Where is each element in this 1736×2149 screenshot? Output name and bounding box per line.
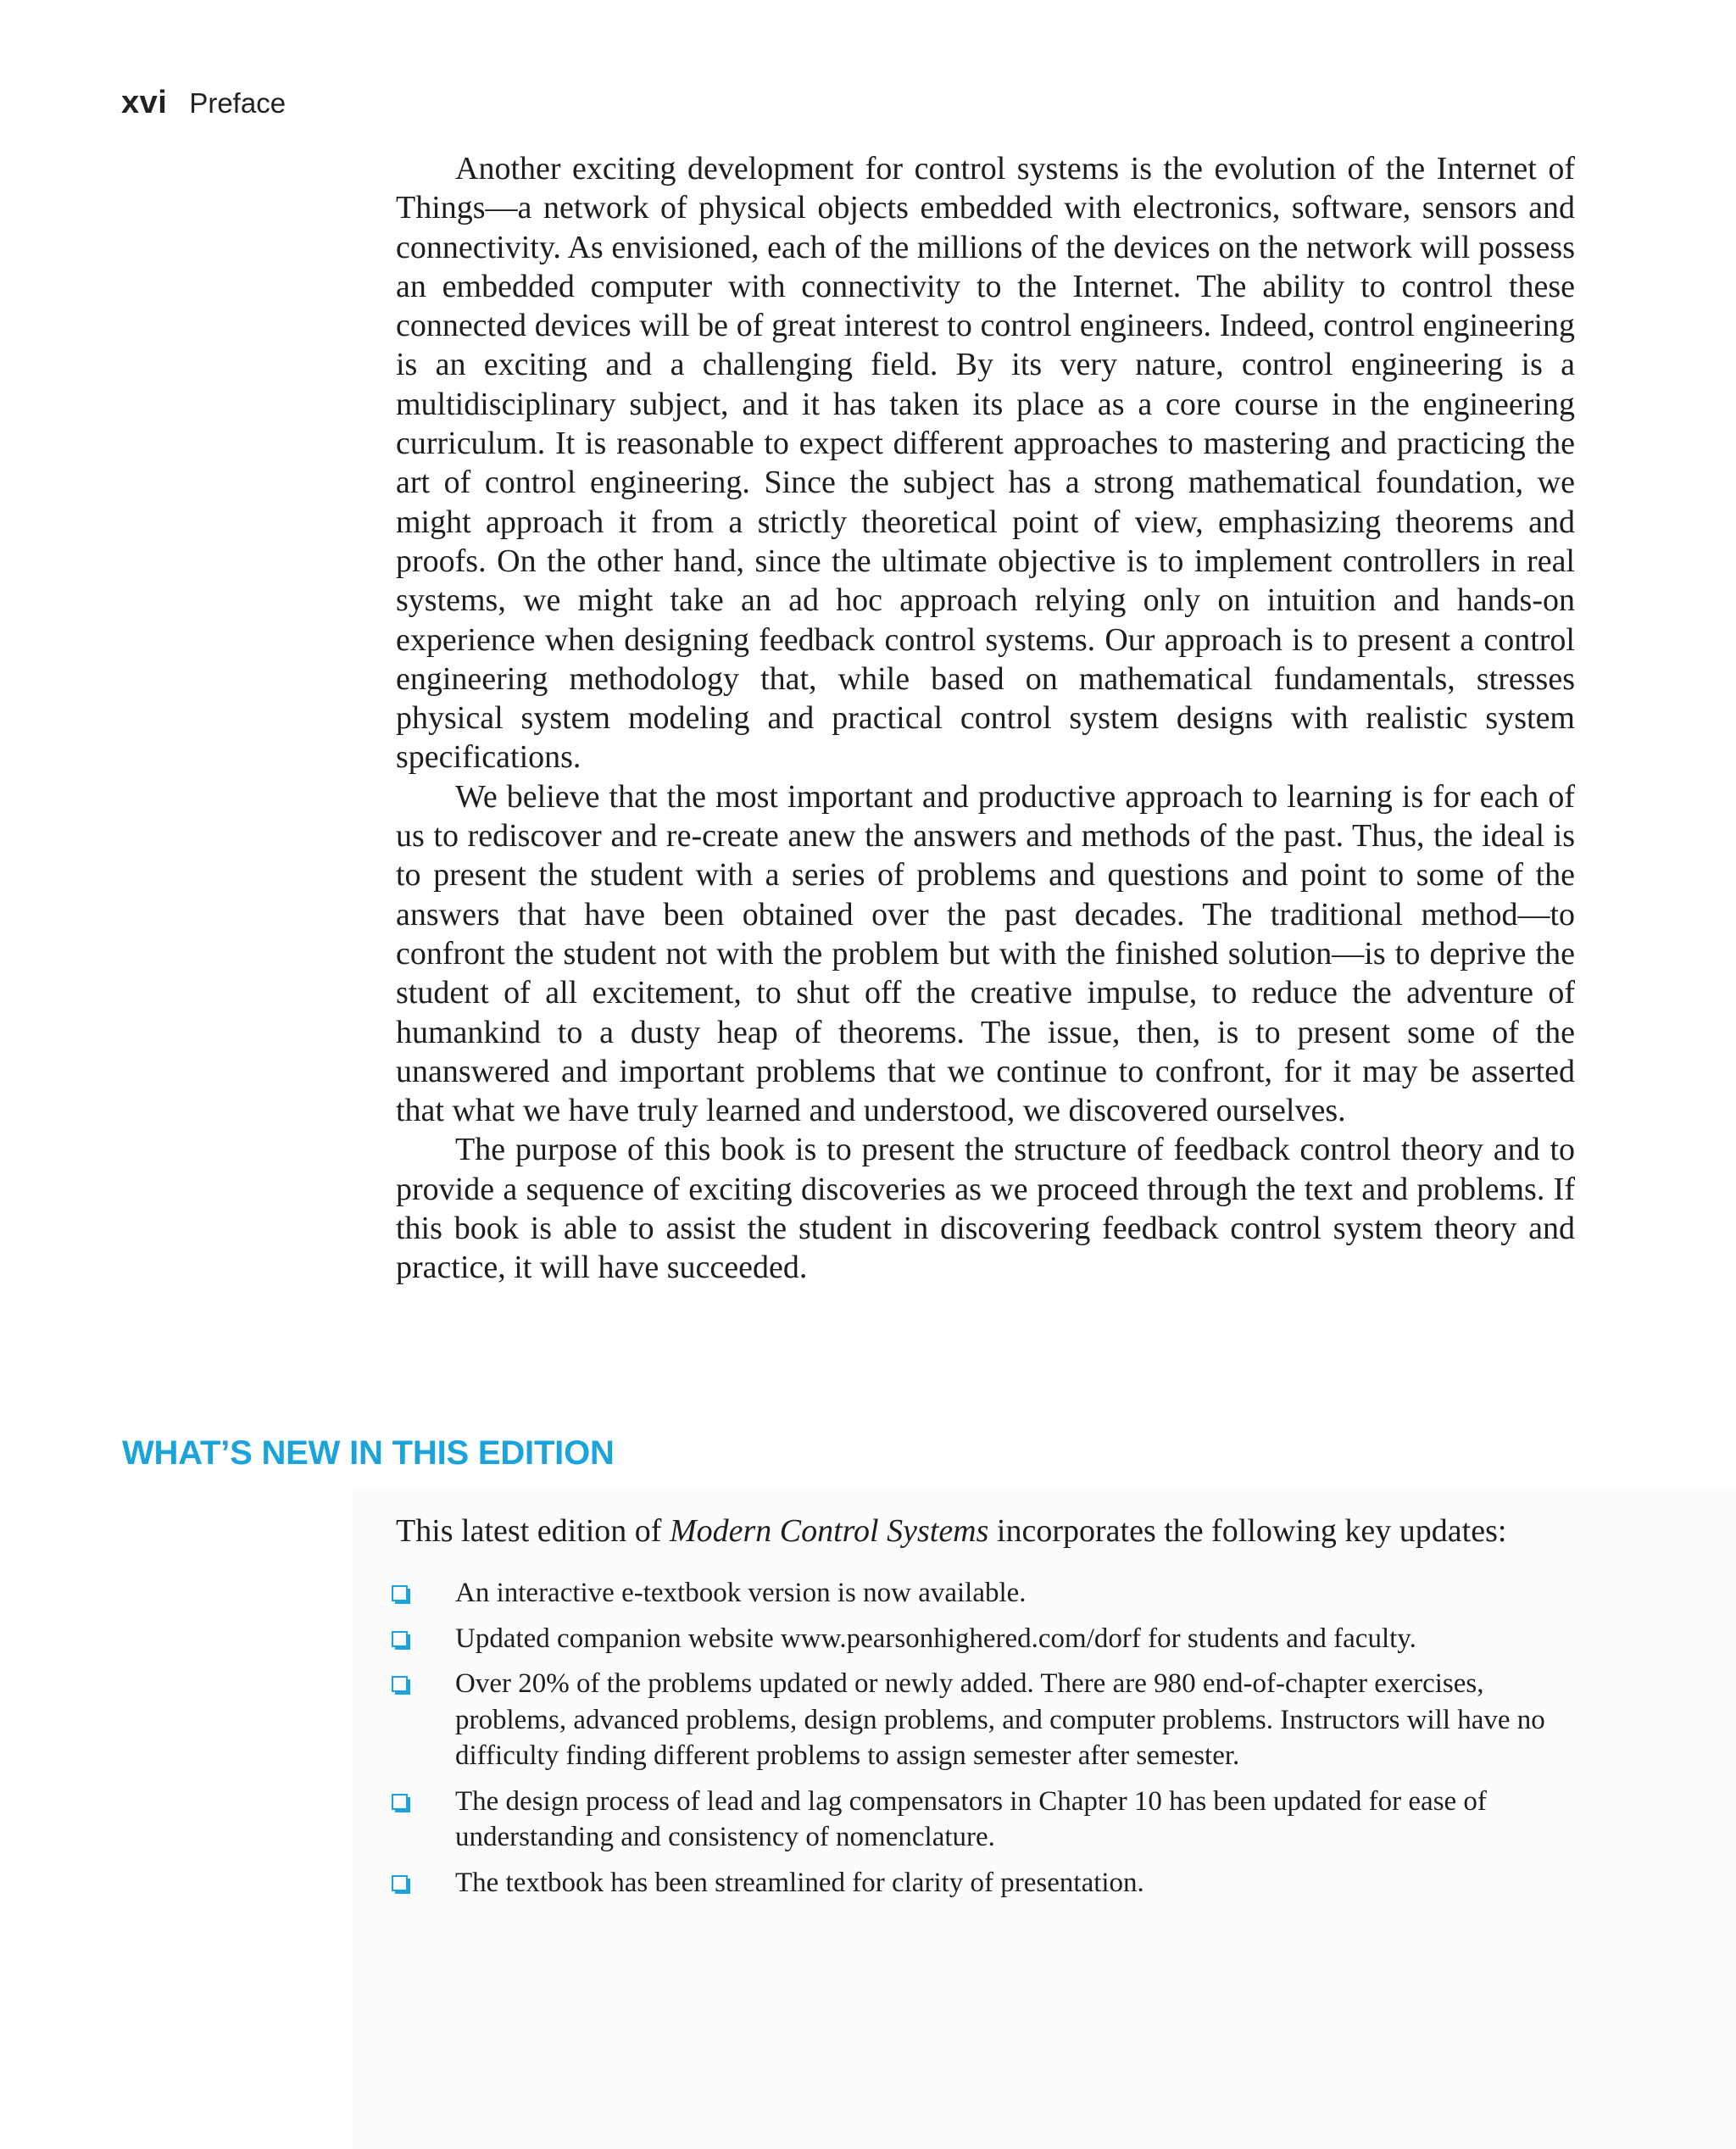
checkbox-bullet-icon xyxy=(392,1794,410,1812)
list-item xyxy=(391,1865,1577,1901)
update-text: The design process of lead and lag compensators in Chapter 10 has been updated for ease of understanding and consistency of nomenclature. xyxy=(455,1785,1487,1852)
checkbox-bullet-icon xyxy=(392,1631,410,1650)
update-text: Updated companion website www.pearsonhighered.com/dorf for students and faculty. xyxy=(455,1623,1416,1654)
update-text: An interactive e-textbook version is now available. xyxy=(455,1578,1027,1608)
paragraph: We believe that the most important and productive approach to learning is for each of us to rediscover and re-create anew the answers and methods of the past. Thus, the ideal is to present the student with a series of problems and questions and point to some of the answers that have been obtained over the past decades. The traditional method—to confront the student not with the problem but with the finished solution—is to deprive the student of all excitement, to shut off the creative impulse, to reduce the adventure of humankind to a dusty heap of theorems. The issue, then, is to present some of the unanswered and important problems that we continue to confront, for it may be asserted that what we have truly learned and understood, we discovered ourselves. xyxy=(396,778,1575,1129)
running-title: Preface xyxy=(189,87,287,119)
list-item xyxy=(391,1666,1577,1774)
update-text: The textbook has been streamlined for clarity of presentation. xyxy=(455,1867,1144,1898)
list-item xyxy=(391,1784,1577,1856)
preface-body xyxy=(396,149,1575,1288)
checkbox-bullet-icon xyxy=(392,1875,410,1894)
update-text: Over 20% of the problems updated or newly added. There are 980 end-of-chapter exercises, problems, advanced problems, design problems, and computer problems. Instructors will have no difficulty finding different problems to assign semester after semester. xyxy=(455,1668,1545,1771)
book-title: Modern Control Systems xyxy=(669,1513,989,1549)
paragraph: Another exciting development for control systems is the evolution of the Internet of Things—a network of physical objects embedded with electronics, software, sensors and connectivity. As envisioned, each of the millions of the devices on the network will possess an embedded computer with connectivity to the Internet. The ability to control these connected devices will be of great interest to control engineers. Indeed, control engineering is an exciting and a challenging field. By its very nature, control engineering is a multidisciplinary subject, and it has taken its place as a core course in the engineering curriculum. It is reasonable to expect different approaches to mastering and practicing the art of control engineering. Since the subject has a strong mathematical foundation, we might approach it from a strictly theoretical point of view, emphasizing theorems and proofs. On the other hand, since the ultimate objective is to implement controllers in real systems, we might take an ad hoc approach relying only on intuition and hands-on experience when designing feedback control systems. Our approach is to present a control engineering methodology that, while based on mathematical fundamentals, stresses physical system modeling and practical control system designs with realistic system specifications. xyxy=(396,151,1575,776)
page-header xyxy=(121,85,286,121)
page-number: xvi xyxy=(121,85,168,120)
updates-intro xyxy=(396,1512,1575,1551)
checkbox-bullet-icon xyxy=(392,1676,410,1695)
intro-text-after: incorporates the following key updates: xyxy=(988,1513,1507,1549)
paragraph: The purpose of this book is to present the structure of feedback control theory and to provide a sequence of exciting discoveries as we proceed through the text and problems. If this book is able to assist the student in discovering feedback control system theory and practice, it will have succeeded. xyxy=(396,1132,1575,1286)
intro-text-before: This latest edition of xyxy=(396,1513,670,1549)
updates-list xyxy=(391,1575,1577,1910)
section-heading: WHAT’S NEW IN THIS EDITION xyxy=(122,1434,615,1472)
checkbox-bullet-icon xyxy=(392,1585,410,1604)
list-item xyxy=(391,1621,1577,1657)
list-item xyxy=(391,1575,1577,1612)
